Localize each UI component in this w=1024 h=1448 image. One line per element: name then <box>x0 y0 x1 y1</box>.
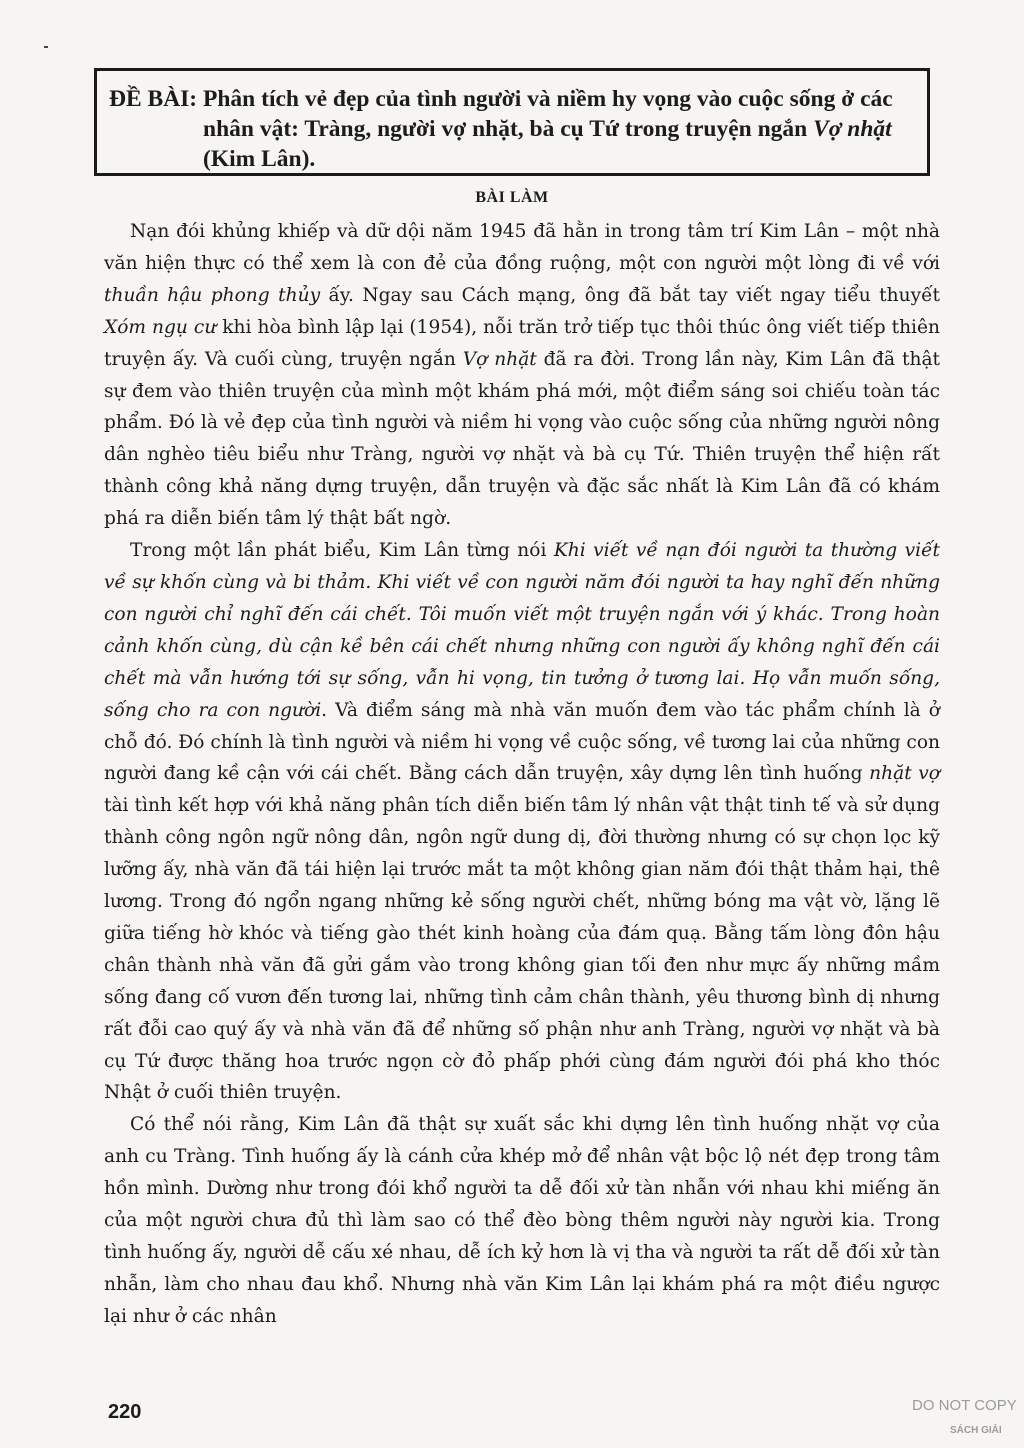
italic-run: nhặt vợ <box>869 763 940 785</box>
paragraph-3 <box>104 1109 940 1332</box>
essay-body <box>104 216 940 1333</box>
page-number: 220 <box>108 1401 142 1423</box>
text-run: ấy. Ngay sau Cách mạng, ông đã bắt tay viết ngay tiểu thuyết <box>320 284 941 306</box>
scan-mark <box>44 46 48 48</box>
text-run: đã ra đời. Trong lần này, Kim Lân đã thật sự đem vào thiên truyện của mình một khám phá mới, một điểm sáng soi chiếu toàn tác phẩm. Đó là vẻ đẹp của tình người và niềm hi vọng vào cuộc sống của những người nông dân nghèo tiêu biểu như Tràng, người vợ nhặt và bà cụ Tứ. Thiên truyện thể hiện rất thành công khả năng dựng truyện, dẫn truyện và đặc sắc nhất là Kim Lân đã có khám phá ra diễn biến tâm lý thật bất ngờ. <box>104 348 941 530</box>
text-run: khi hòa bình lập lại (1954), nỗi trăn trở tiếp tục thôi thúc ông viết tiếp thiên truyện ấy. Và cuối cùng, truyện ngắn <box>104 316 940 370</box>
italic-run: Xóm ngụ cư <box>104 316 217 338</box>
quote-italic: Khi viết về nạn đói người ta thường viết về sự khốn cùng và bi thảm. Khi viết về con người năm đói người ta hay nghĩ đến những con người chỉ nghĩ đến cái chết. Tôi muốn viết một truyện ngắn với ý khác. Trong hoàn cảnh khốn cùng, dù cận kề bên cái chết nhưng những con người ấy không nghĩ đến cái chết mà vẫn hướng tới sự sống, vẫn hi vọng, tin tưởng ở tương lai. Họ vẫn muốn sống, sống cho ra con người <box>104 540 941 721</box>
assignment-prompt <box>203 84 919 174</box>
story-title: Vợ nhặt <box>813 116 892 142</box>
assignment-box <box>94 68 930 176</box>
italic-run: Vợ nhặt <box>462 348 537 370</box>
assignment-text-before: Phân tích vẻ đẹp của tình người và niềm hy vọng vào cuộc sống ở các nhân vật: Tràng, người vợ nhặt, bà cụ Tứ trong truyện ngắn <box>203 86 893 142</box>
italic-run: thuần hậu phong thủy <box>104 284 321 306</box>
watermark <box>912 1398 1020 1444</box>
watermark-text: DO NOT COPY <box>912 1397 1017 1414</box>
paragraph-1 <box>104 216 940 535</box>
text-run: . Và điểm sáng mà nhà văn muốn đem vào tác phẩm chính là ở chỗ đó. Đó chính là tình người và niềm hi vọng về cuộc sống, về tương lai của những con người đang kề cận với cái chết. Bằng cách dẫn truyện, xây dựng lên tình huống <box>104 699 940 785</box>
text-run: Trong một lần phát biểu, Kim Lân từng nói <box>130 540 554 562</box>
watermark-subtext: SÁCH GIẢI <box>950 1425 1002 1436</box>
essay-heading: BÀI LÀM <box>475 189 549 206</box>
text-run: Nạn đói khủng khiếp và dữ dội năm 1945 đã hằn in trong tâm trí Kim Lân – một nhà văn hiện thực có thể xem là con đẻ của đồng ruộng, một con người một lòng đi về với <box>104 221 940 274</box>
assignment-label: ĐỀ BÀI: <box>109 86 198 112</box>
text-run: tài tình kết hợp với khả năng phân tích diễn biến tâm lý nhân vật thật tinh tế và sử dụng thành công ngôn ngữ nông dân, ngôn ngữ dung dị, đời thường nhưng có sự chọn lọc kỹ lưỡng ấy, nhà văn đã tái hiện lại trước mắt ta một không gian năm đói thật thảm hại, thê lương. Trong đó ngổn ngang những kẻ sống người chết, những bóng ma vật vờ, lặng lẽ giữa tiếng hờ khóc và tiếng gào thét kinh hoàng của đám quạ. Bằng tấm lòng đôn hậu chân thành nhà văn đã gửi gắm vào trong không gian tối đen như mực ấy những mầm sống đang cố vươn đến tương lai, những tình cảm chân thành, yêu thương bình dị nhưng rất đỗi cao quý ấy và nhà văn đã để những số phận như anh Tràng, người vợ nhặt và bà cụ Tứ được thăng hoa trước ngọn cờ đỏ phấp phới cùng đám người đói phá kho thóc Nhật ở cuối thiên truyện. <box>104 795 940 1104</box>
assignment-text-after: (Kim Lân). <box>203 146 316 172</box>
paragraph-2 <box>104 535 940 1109</box>
text-run: Có thể nói rằng, Kim Lân đã thật sự xuất sắc khi dựng lên tình huống nhặt vợ của anh cu Tràng. Tình huống ấy là cánh cửa khép mở để nhân vật bộc lộ nét đẹp trong tâm hồn mình. Dường như trong đói khổ người ta dễ đối xử tàn nhẫn với nhau khi miếng ăn của một người chưa đủ thì làm sao có thể đèo bòng thêm người này người kia. Trong tình huống ấy, người dễ cấu xé nhau, dễ ích kỷ hơn là vị tha và người ta rất dễ đối xử tàn nhẫn, làm cho nhau đau khổ. Nhưng nhà văn Kim Lân lại khám phá ra một điều ngược lại như ở các nhân <box>104 1114 940 1327</box>
